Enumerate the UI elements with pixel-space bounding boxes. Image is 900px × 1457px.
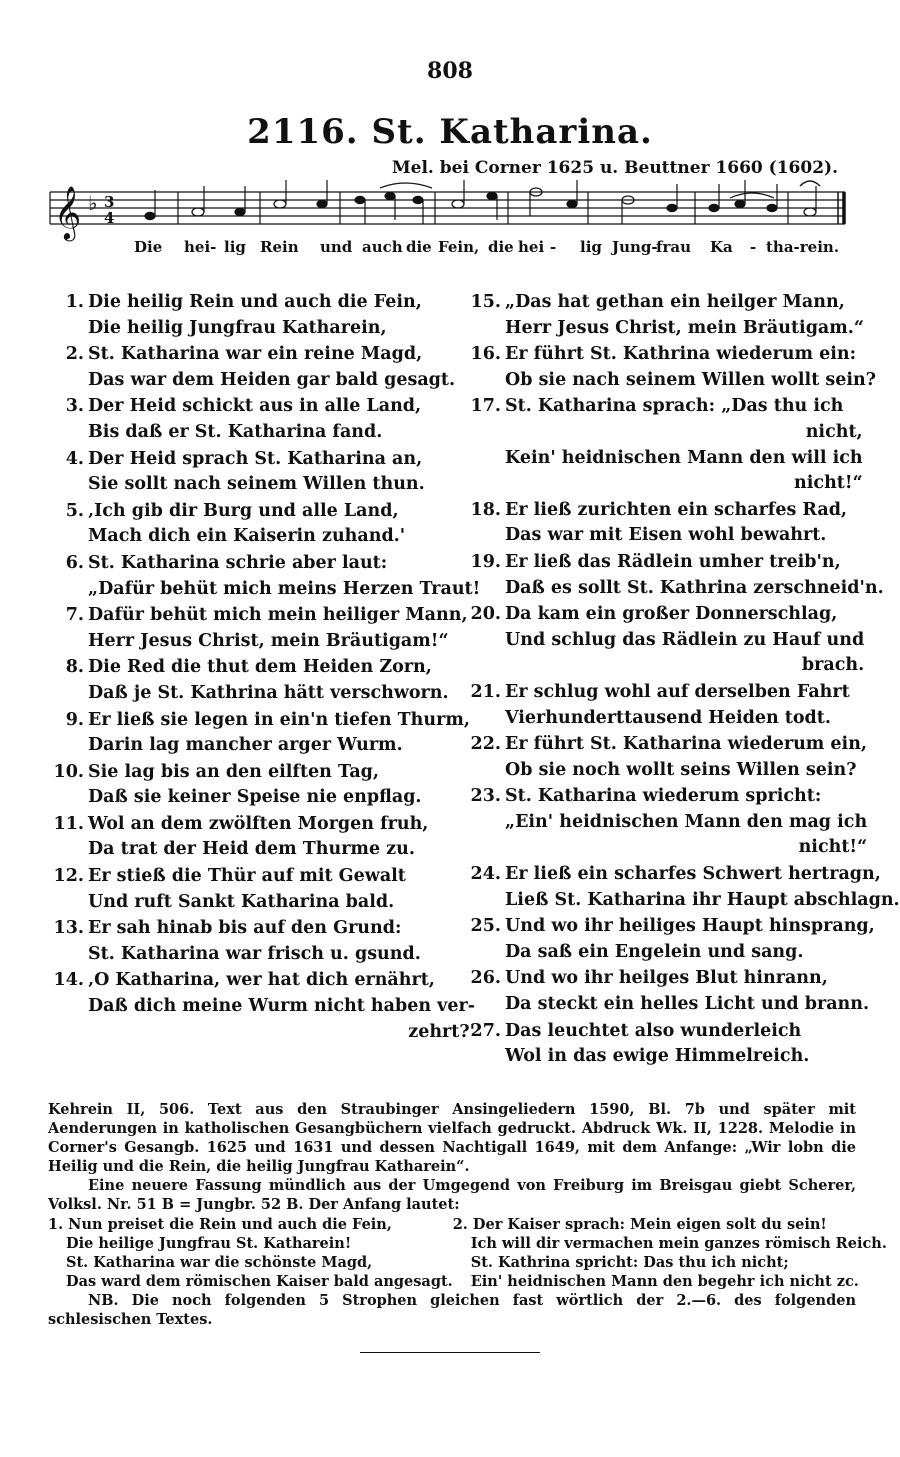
verse-number: 9. [65,709,84,730]
verse [48,394,448,445]
verse-line: Er ließ zurichten ein scharfes Rad, [505,499,848,520]
verse [48,916,448,967]
verse [48,655,448,706]
time-signature-top: 3 [104,193,115,211]
verse-line: Kein' heidnischen Mann den will ich [505,447,863,468]
verse-number: 19. [470,551,501,572]
verse [465,784,868,861]
verse-number: 8. [65,657,84,678]
lyric-syllable: und [320,238,353,256]
lyric-syllable: auch [362,238,403,256]
alt-line: Ein' heidnischen Mann den begehr ich nicht zc. [470,1273,859,1290]
verse-number: 3. [65,396,84,417]
verse [465,914,875,965]
verse-line: Herr Jesus Christ, mein Bräutigam!“ [88,630,449,651]
verse [465,732,868,783]
verse-number: 17. [470,396,501,417]
verse-line: nicht, [805,421,863,442]
alt-line: 2. Der Kaiser sprach: Mein eigen solt du sein! [452,1216,827,1233]
lyric-syllable: - [550,238,557,256]
verse-line: St. Katharina schrie aber laut: [88,552,388,573]
verse-line: Die Red die thut dem Heiden Zorn, [88,657,432,678]
flat-icon: ♭ [88,191,98,215]
verse-line: Das leuchtet also wunderleich [505,1020,802,1041]
verse-line: Wol an dem zwölften Morgen fruh, [88,813,429,834]
fermata-icon [800,181,820,186]
lyric-syllable: tha-rein. [766,238,840,256]
verse-line: St. Katharina sprach: „Das thu ich [505,396,844,417]
time-signature-bottom: 4 [104,209,115,227]
notes [145,180,816,224]
verse [465,342,876,393]
verse-number: 14. [53,970,84,991]
verse-line: Sie lag bis an den eilften Tag, [88,761,380,782]
verse [465,498,855,549]
verse-line: nicht!“ [798,837,868,858]
verse-number: 18. [470,499,501,520]
verse-line: Vierhunderttausend Heiden todt. [505,707,831,728]
verse [465,1019,855,1070]
verse-line: Und schlug das Rädlein zu Hauf und [505,629,865,650]
verse [48,812,448,863]
verse-line: Daß dich meine Wurm nicht haben ver- [88,996,475,1017]
verse-line: ‚Ich gib dir Burg und alle Land, [88,500,399,521]
verse-number: 22. [470,734,501,755]
verse [465,290,864,341]
lyric-syllable: lig [224,238,246,256]
verse-line: Er schlug wohl auf derselben Fahrt [505,681,850,702]
verse-line: brach. [801,655,865,676]
alt-line: 1. Nun preiset die Rein und auch die Fein, [48,1216,392,1233]
verse-line: nicht!“ [794,473,863,494]
verse-line: Da steckt ein helles Licht und brann. [505,994,870,1015]
verse-line: Wol in das ewige Himmelreich. [505,1046,810,1067]
verse [465,602,865,679]
lyric-syllable: Fein, [438,238,480,256]
verse-line: Und wo ihr heiliges Haupt hinsprang, [505,916,875,937]
notes-paragraph: NB. Die noch folgenden 5 Strophen gleichen fast wörtlich der 2.—6. des folgenden schlesischen Textes. [48,1292,856,1328]
closing-rule [360,1352,540,1353]
verse-line: Ob sie noch wollt seins Willen sein? [505,759,857,780]
lyric-syllable: hei- [184,238,217,256]
verse-line: Und wo ihr heilges Blut hinrann, [505,968,828,989]
alt-line: Das ward dem römischen Kaiser bald angesagt. [66,1273,453,1290]
verse [48,864,448,915]
lyric-syllable: die [406,238,432,256]
slur [380,183,432,188]
verse [465,394,863,496]
verse-line: St. Katharina war ein reine Magd, [88,344,423,365]
verse [465,550,884,601]
verse-column-right [465,290,900,1071]
verse-line: Der Heid schickt aus in alle Land, [88,396,422,417]
notes-paragraph: Kehrein II, 506. Text aus den Straubinger Ansingeliedern 1590, Bl. 7b und später mit Aenderungen in katholischen Gesangbüchern vielfach gedruckt. Abdruck Wk. II, 1228. Melodie in Corner's Gesangb. 1625 und 1631 und dessen Nachtigall 1649, mit dem Anfange: „Wir lobn die Heilig und die Rein, die heilig Jungfrau Katharein“. [48,1101,856,1175]
verse [48,447,448,498]
verse-line: Daß je St. Kathrina hätt verschworn. [88,682,449,703]
verse-line: Bis daß er St. Katharina fand. [88,421,383,442]
verse-number: 15. [470,292,501,312]
alternate-verse-right [453,1215,887,1291]
verse-number: 26. [470,968,501,989]
verse-line: Mach dich ein Kaiserin zuhand.' [88,526,406,547]
verse-number: 20. [470,604,501,625]
verse-line: Daß sie keiner Speise nie enpflag. [88,787,422,808]
verse [48,968,475,1045]
verse-line: Da trat der Heid dem Thurme zu. [88,839,415,860]
lyric-syllable: frau [656,238,691,256]
lyric-syllable: Rein [260,238,299,256]
verse-line: Da kam ein großer Donnerschlag, [505,604,838,625]
editorial-notes [48,1100,887,1329]
verse-number: 23. [470,786,501,807]
alt-line: St. Katharina war die schönste Magd, [66,1254,373,1271]
verse-line: Darin lag mancher arger Wurm. [88,735,403,756]
alt-line: Ich will dir vermachen mein ganzes römisch Reich. [470,1235,887,1252]
verse-line: Er ließ sie legen in ein'n tiefen Thurm, [88,709,470,730]
lyric-syllable: die [488,238,514,256]
verse-line: Er führt St. Katharina wiederum ein, [505,734,868,755]
verse-line: „Dafür behüt mich meins Herzen Traut! [88,578,481,599]
verse-line: Der Heid sprach St. Katharina an, [88,448,423,469]
slur [730,193,774,198]
verse-number: 21. [470,681,501,702]
lyric-syllable: Ka [710,238,733,256]
verse-line: St. Katharina war frisch u. gsund. [88,943,421,964]
verse-line: ‚O Katharina, wer hat dich ernährt, [88,970,435,991]
verse-line: Die heilig Jungfrau Katharein, [88,317,387,338]
verse-line: Er ließ das Rädlein umher treib'n, [505,551,841,572]
verse-column-left [48,290,481,1046]
song-title: 2116. St. Katharina. [247,112,653,152]
verse-line: Das war mit Eisen wohl bewahrt. [505,525,827,546]
lyric-syllable: hei [518,238,545,256]
page-number: 808 [427,58,473,84]
verse-number: 7. [65,605,84,626]
verse-number: 10. [53,761,84,782]
verse-line: Er führt St. Kathrina wiederum ein: [505,344,857,365]
verse-number: 24. [470,864,501,885]
verse-line: Er stieß die Thür auf mit Gewalt [88,866,406,887]
verse [465,862,900,913]
treble-clef-icon: 𝄞 [54,185,82,239]
verse-line: „Ein' heidnischen Mann den mag ich [505,811,868,832]
music-staff [40,180,860,270]
verse-line: Die heilig Rein und auch die Fein, [88,292,422,312]
verse-line: Herr Jesus Christ, mein Bräutigam.“ [505,317,864,338]
verse-line: Das war dem Heiden gar bald gesagt. [88,369,456,390]
verse-number: 2. [65,344,84,365]
lyric-syllable: Die [134,238,163,256]
verse-line: Da saß ein Engelein und sang. [505,941,804,962]
alternate-version [48,1215,887,1291]
verse [48,603,468,654]
verse [48,551,481,602]
verse-line: Sie sollt nach seinem Willen thun. [88,474,425,495]
verse-line: Ließ St. Katharina ihr Haupt abschlagn. [505,889,900,910]
verse-number: 16. [470,344,501,365]
lyric-syllable: - [750,238,757,256]
verse-line: zehrt?' [408,1021,475,1042]
verse-line: Ob sie nach seinem Willen wollt sein? [505,369,876,390]
verse-number: 12. [53,866,84,887]
verse-line: Daß es sollt St. Kathrina zerschneid'n. [505,577,884,598]
verse-line: „Das hat gethan ein heilger Mann, [505,292,845,312]
verse [465,966,870,1017]
verse [48,342,456,393]
verse-number: 27. [470,1020,501,1041]
verse-number: 11. [53,813,84,834]
verse [465,680,855,731]
verse-line: Er ließ ein scharfes Schwert hertragn, [505,864,881,885]
verse [48,708,470,759]
note [145,212,155,219]
verse-number: 25. [470,916,501,937]
verse [48,760,448,811]
verse-line: St. Katharina wiederum spricht: [505,786,822,807]
lyric-syllable: lig [580,238,602,256]
verse-number: 13. [53,918,84,939]
verse-number: 5. [65,500,84,521]
verse-number: 4. [65,448,84,469]
notes-paragraph: Eine neuere Fassung mündlich aus der Umgegend von Freiburg im Breisgau giebt Scherer, Volksl. Nr. 51 B = Jungbr. 52 B. Der Anfang lautet: [48,1177,856,1213]
lyric-syllable: Jung- [612,238,658,256]
verse [48,499,448,550]
verse-number: 1. [65,292,84,312]
verse-line: Er sah hinab bis auf den Grund: [88,918,402,939]
verse [48,290,448,341]
verse-line: Und ruft Sankt Katharina bald. [88,891,395,912]
melody-source: Mel. bei Corner 1625 u. Beuttner 1660 (1602). [391,158,838,178]
verse-line: Dafür behüt mich mein heiliger Mann, [88,605,468,626]
alt-line: Die heilige Jungfrau St. Katharein! [66,1235,352,1252]
alternate-verse-left [48,1215,453,1291]
verse-number: 6. [65,552,84,573]
alt-line: St. Kathrina spricht: Das thu ich nicht; [470,1254,789,1271]
